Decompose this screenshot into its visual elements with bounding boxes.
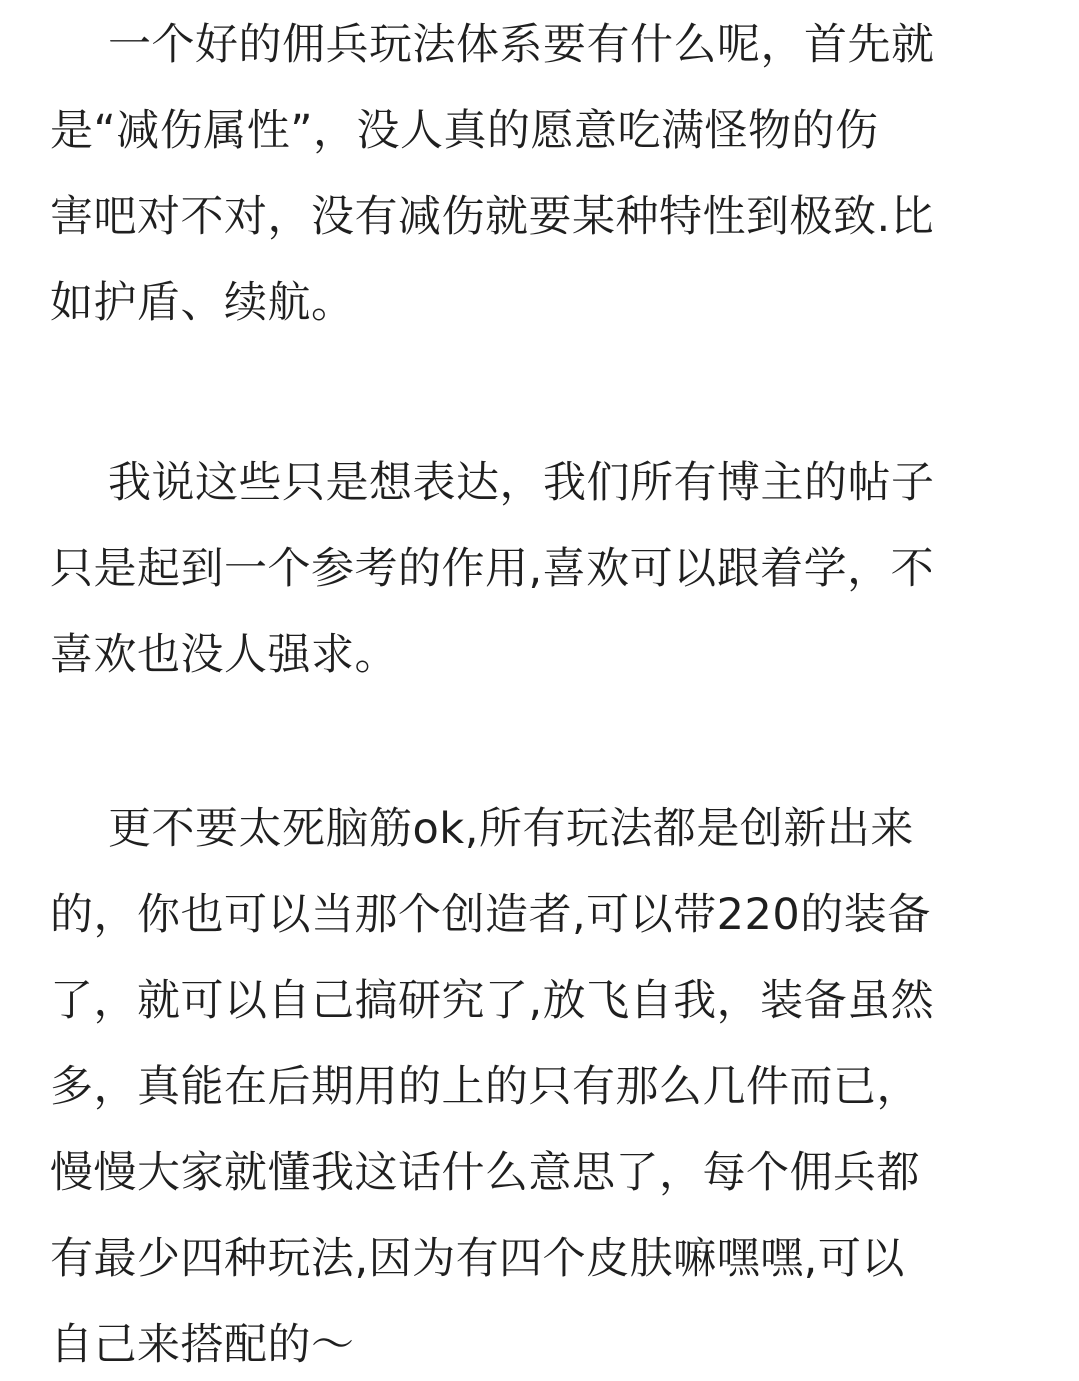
text-line: 只是起到一个参考的作用,喜欢可以跟着学，不: [50, 544, 935, 594]
text-line: 了，就可以自己搞研究了,放飞自我，装备虽然: [50, 976, 935, 1026]
text-line: 的，你也可以当那个创造者,可以带220的装备: [50, 890, 931, 940]
text-line: 更不要太死脑筋ok,所有玩法都是创新出来: [108, 804, 914, 854]
article-body: [50, 0, 1035, 1381]
text-line: 自己来搭配的～: [50, 1320, 355, 1370]
text-line: 害吧对不对，没有减伤就要某种特性到极致.比: [50, 192, 935, 242]
text-line: 我说这些只是想表达，我们所有博主的帖子: [108, 458, 935, 508]
text-line: 是“减伤属性”，没人真的愿意吃满怪物的伤: [50, 106, 879, 156]
text-line: 喜欢也没人强求。: [50, 630, 398, 680]
text-line: 如护盾、续航。: [50, 278, 355, 328]
text-line: 多，真能在后期用的上的只有那么几件而已，: [50, 1062, 920, 1112]
paragraph-mercenary-system: [50, 2, 935, 346]
paragraph-creativity: [50, 786, 934, 1381]
paragraph-reference-note: [50, 440, 935, 698]
text-line: 慢慢大家就懂我这话什么意思了，每个佣兵都: [50, 1148, 920, 1198]
text-line: 有最少四种玩法,因为有四个皮肤嘛嘿嘿,可以: [50, 1234, 905, 1284]
text-line: 一个好的佣兵玩法体系要有什么呢，首先就: [108, 20, 935, 70]
